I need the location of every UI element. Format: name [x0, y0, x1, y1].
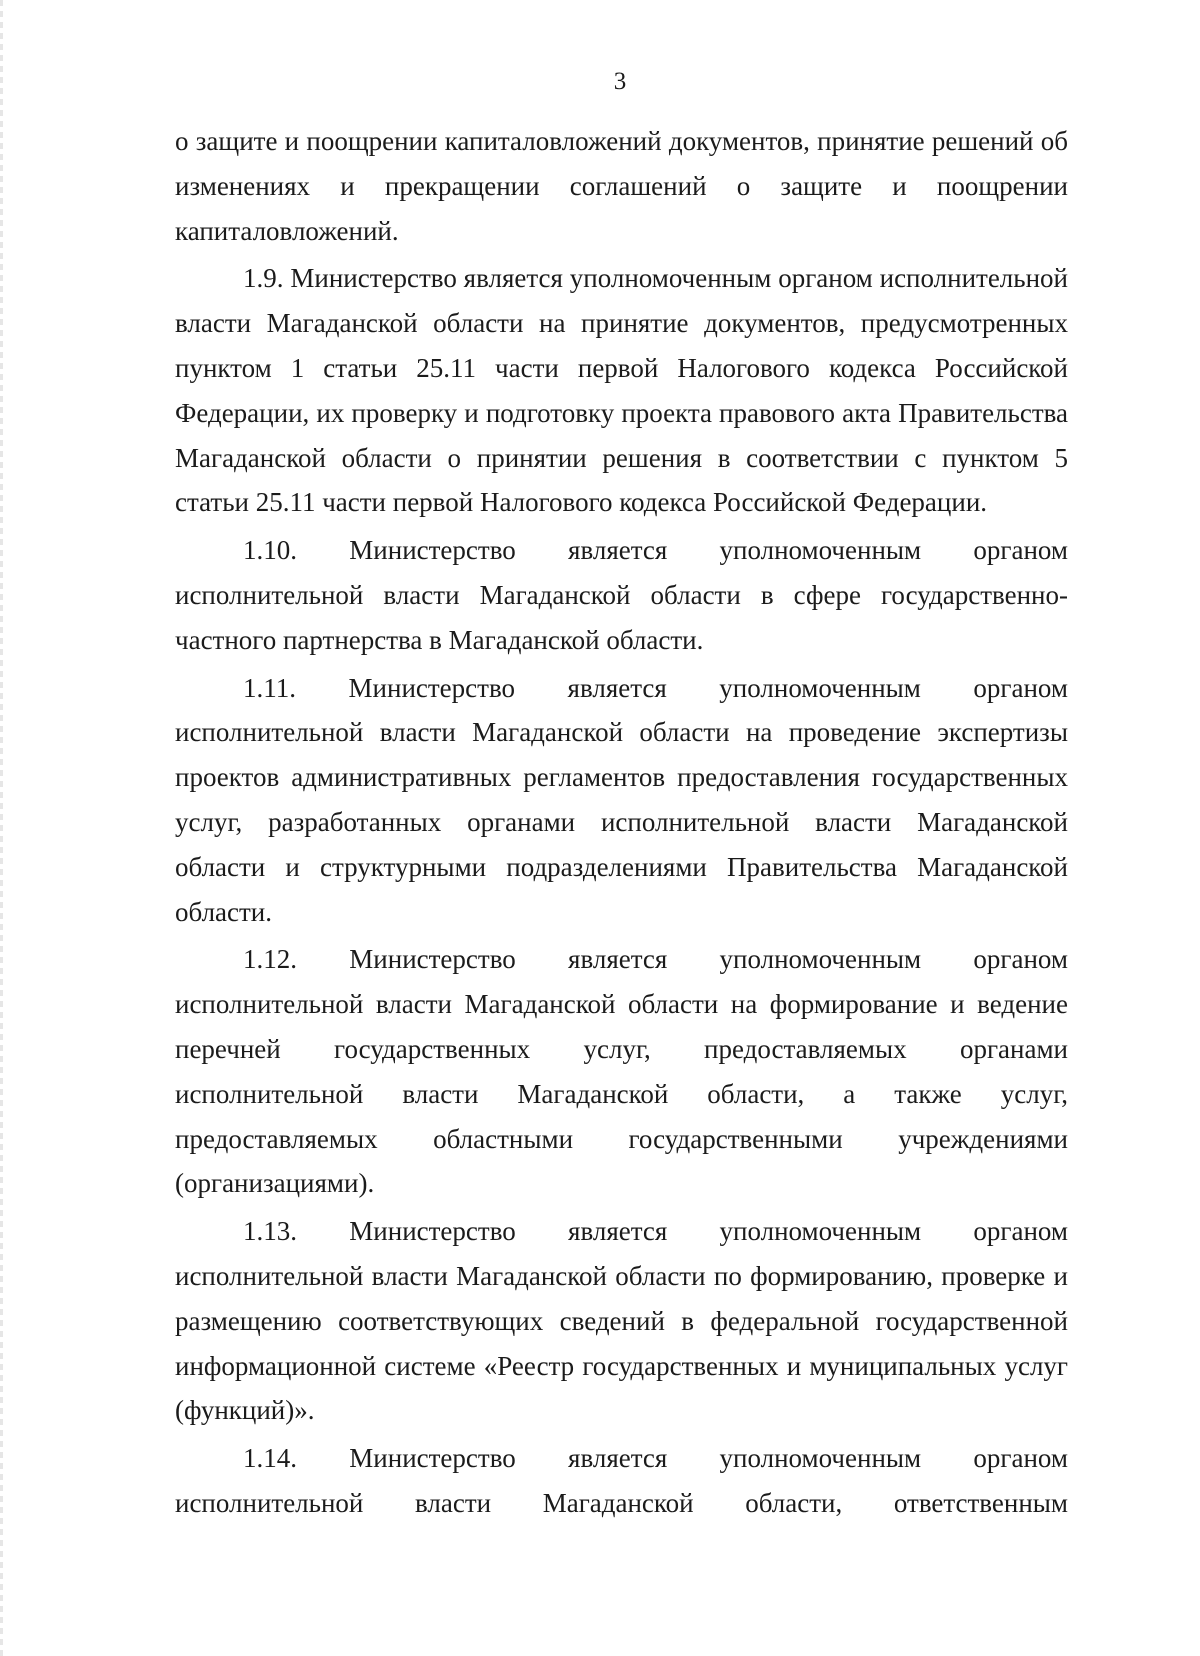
document-body — [175, 119, 1068, 1529]
paragraph-1-12: 1.12. Министерство является уполномоченным органом исполнительной власти Магаданской области на формирование и ведение перечней государственных услуг, предоставляемых органами исполнительной власти Магаданской области, а также услуг, предоставляемых областными государственными учреждениями (организациями). — [175, 944, 1068, 1199]
page-number: 3 — [613, 68, 627, 95]
paragraph-1-10: 1.10. Министерство является уполномоченным органом исполнительной власти Магаданской области в сфере государственно-частного партнерства в Магаданской области. — [175, 535, 1068, 655]
paragraph-continuation: о защите и поощрении капиталовложений документов, принятие решений об изменениях и прекращении соглашений о защите и поощрении капиталовложений. — [175, 126, 1068, 246]
scan-edge-artifact — [0, 0, 3, 1656]
paragraph-1-9: 1.9. Министерство является уполномоченным органом исполнительной власти Магаданской области на принятие документов, предусмотренных пунктом 1 статьи 25.11 части первой Налогового кодекса Российской Федерации, их проверку и подготовку проекта правового акта Правительства Магаданской области о принятии решения в соответствии с пунктом 5 статьи 25.11 части первой Налогового кодекса Российской Федерации. — [175, 263, 1068, 518]
paragraph-1-11: 1.11. Министерство является уполномоченным органом исполнительной власти Магаданской области на проведение экспертизы проектов административных регламентов предоставления государственных услуг, разработанных органами исполнительной власти Магаданской области и структурными подразделениями Правительства Магаданской области. — [175, 672, 1068, 927]
paragraph-1-14: 1.14. Министерство является уполномоченным органом исполнительной власти Магаданской области, ответственным — [175, 1443, 1068, 1518]
paragraph-1-13: 1.13. Министерство является уполномоченным органом исполнительной власти Магаданской области по формированию, проверке и размещению соответствующих сведений в федеральной государственной информационной системе «Реестр государственных и муниципальных услуг (функций)». — [175, 1216, 1068, 1426]
